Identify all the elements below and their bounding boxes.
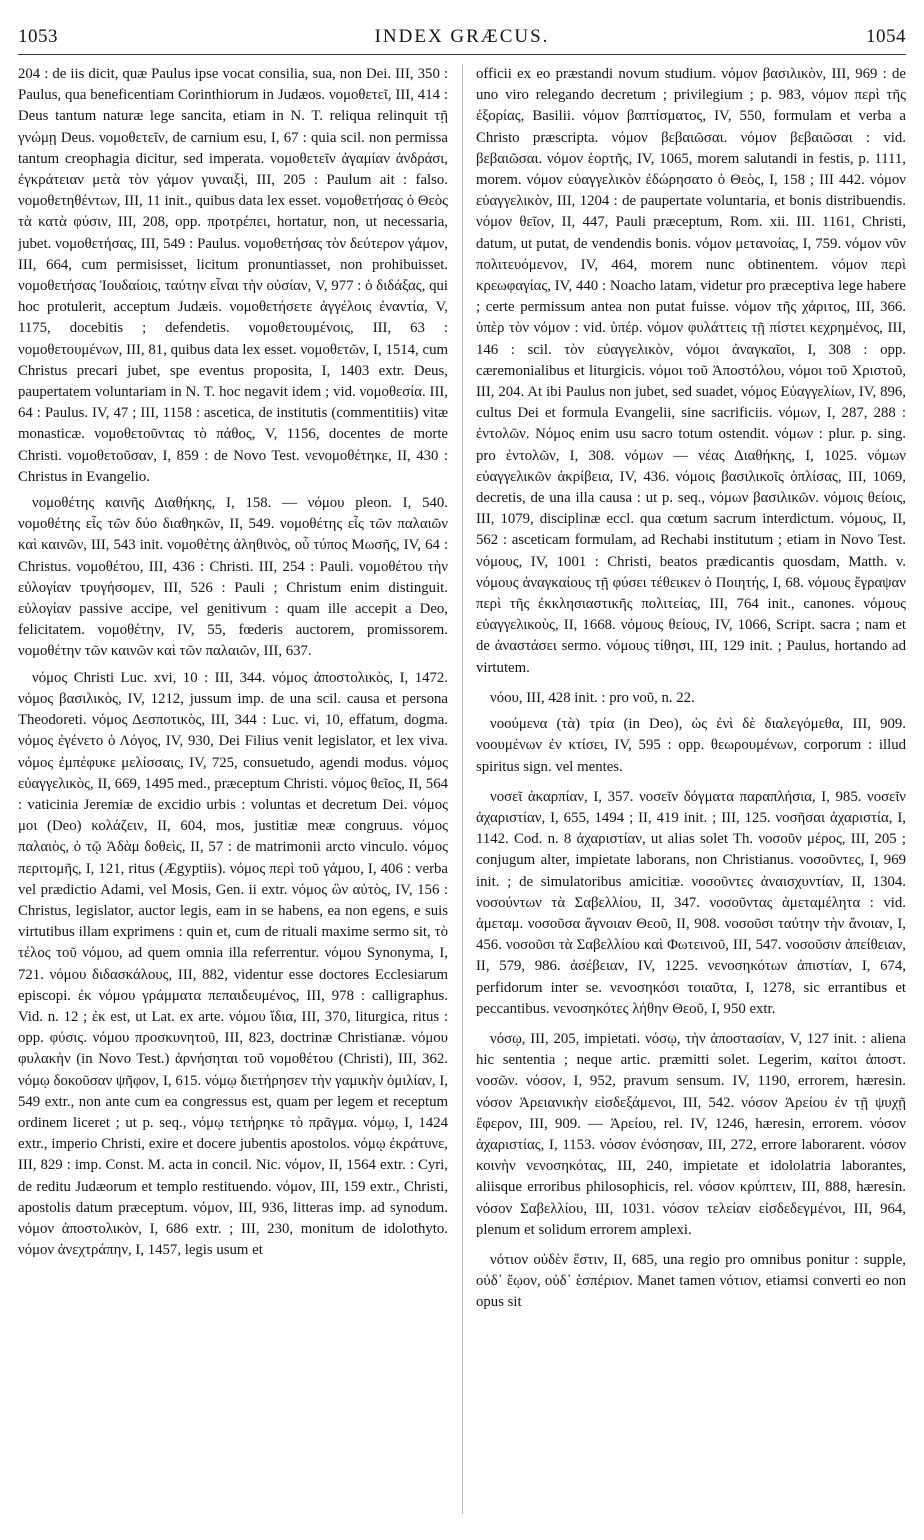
page-number-left: 1053 <box>18 26 58 47</box>
page-number-right: 1054 <box>866 26 906 47</box>
index-entry: officii ex eo præstandi novum studium. νόμον βασιλικὸν, III, 969 : de uno viro relegando decretum ; privilegium ; p. 983, νόμον περὶ τῆς ἐξορίας, Basilii. νόμον βαπτίσματος, IV, 550, formulam et verba a Christo præscripta. νόμον βεβαιῶσαι. νόμον βεβαιῶσαι : vid. βεβαιῶσαι. νόμον ἑορτῆς, IV, 1065, morem salutandi in festis, p. 1111, morem. νόμον εὐαγγελικὸν ἐδώρησατο ὁ Θεὸς, I, 158 ; III 442. νόμον εὐαγγελικὸν, III, 1204 : de paupertate voluntaria, et bonis distribuendis. νόμον θεῖον, II, 447, Pauli præceptum, Rom. xii. III. 1161, Christi, datum, ut putat, de vendendis bonis. νόμον μετανοίας, I, 759. νόμον νῦν πολιτευόμενον, IV, 464, morem nunc obtinentem. νόμον περὶ κρεωφαγίας, IV, 440 : Noacho latam, videtur pro præceptiva lege habere ; certe permissum antea non putat fuisse. νόμον τῆς χάριτος, III, 366. ὑπὲρ τὸν νόμον : vid. ὑπέρ. νόμον φυλάττεις τῇ πίστει κεχρημένος, III, 146 : scil. τὸν εὐαγγελικὸν, νόμοι ἀναγκαῖοι, I, 308 : opp. cæremonialibus et liturgicis. νόμοι τοῦ Ἀποστόλου, νόμοι τοῦ Χριστοῦ, III, 204. At ibi Paulus non jubet, sed suadet, νόμος Εὐαγγελίων, IV, 896, cultus Dei et formula Evangelii, sine sacrificiis. νόμων, I, 287, 288 : ἐντολῶν. Νόμος enim usu sacro totum ostendit. νόμων : plur. p. sing. pro ἐντολῶν, I, 308. νόμων — νέας Διαθήκης, I, 1025. νόμων εὐαγγελικῶν ἀκρίβεια, IV, 436. νόμοις βασιλικοῖς ὁπλίσας, III, 1069, decretis, de una illa causa : ut p. seq., νόμων βασιλικῶν. νόμοις θείοις, III, 1079, disciplinæ eccl. qua cœtum sacrum interdictum. νόμους, II, 562 : asceticam formulam, ad Rechabi institutum ; etiam in Novo Test. νόμους, IV, 1001 : Christi, beatos prædicantis quosdam, Matth. v. νόμους ἀναγκαίους τῇ φύσει τέθεικεν ὁ Ποιητής, I, 68. νόμους ἔγραψαν περὶ τῆς ἐκκλησιαστικῆς πολιτείας, III, 764 init., canones. νόμους εὐαγγελικοὺς, II, 1668. νόμους θείους, IV, 1066, Script. sacra ; nam et de ἀναστάσει sermo. νόμους τίθησι, III, 129 init. ; Paulus, hortando ad virtutem. <box>476 66 906 676</box>
index-entry: νοσεῖ ἀκαρπίαν, I, 357. νοσεῖν δόγματα παραπλήσια, I, 985. νοσεῖν ἀχαριστίαν, I, 655, 1494 ; II, 419 init. ; III, 125. νοσῆσαι ἀχαριστία, I, 1142. Cod. n. 8 ἀχαριστίαν, ut alias solet Th. νοσοῦν μέρος, III, 205 ; conjugum alter, impietate laborans, non Christianus. νοσοῦντες, I, 969 init. ; de simulatoribus amicitiæ. νοσοῦντες ἀναισχυντίαν, II, 1304. νοσούντων τὰ Σαβελλίου, II, 347. νοσοῦντας ἀμεταμέλητα : vid. ἀμεταμ. νοσοῦσα ἄγνοιαν Θεοῦ, II, 908. νοσοῦσι ταύτην τὴν ἄνοιαν, I, 456. νοσοῦσι τὰ Σαβελλίου καὶ Φωτεινοῦ, III, 547. νοσοῦσιν ἀπείθειαν, II, 579, 986. ἀσέβειαν, IV, 1225. νενοσηκότων ἀπιστίαν, I, 674, perfidorum inter se. νενοσηκόσι τοιαῦτα, I, 1278, sic errantibus et peccantibus. νενοσηκότες λήθην Θεοῦ, I, 950 extr. <box>476 788 906 1017</box>
index-entry: νότιον οὐδὲν ἔστιν, II, 685, una regio pro omnibus ponitur : supple, οὐδ᾽ ἕῳον, οὐδ᾽ ἑσπέριον. Manet tamen νότιον, etiamsi converti eo non opus sit <box>476 1251 906 1311</box>
running-head <box>18 24 906 55</box>
right-column <box>476 64 906 1522</box>
index-entry: 204 : de iis dicit, quæ Paulus ipse vocat consilia, sua, non Dei. III, 350 : Paulus, qua beneficentiam Corinthiorum in Judæos. νομοθετεῖ, III, 414 : Deus tantum naturæ lege sancita, etiam in N. T. reliqua relinquit τῇ γνώμῃ Deus. νομοθετεῖν, de carnium esu, I, 67 : quia scil. non permissa tantum creophagia dicitur, sed imperata. νομοθετεῖν ἀγαμίαν ἀνδράσι, ἐγκράτειαν μετὰ τὸν γάμον γυναιξὶ, III, 205 : Paulum ait : falso. νομοθετηθέντων, III, 11 init., quibus data lex esset. νομοθετήσας ὁ Θεὸς τὰ κατὰ φύσιν, III, 208, opp. προτρέπει, hortatur, non, ut necessaria, jubet. νομοθετήσας, III, 549 : Paulus. νομοθετήσας τὸν δεύτερον γάμον, III, 664, cum permisisset, licitum pronuntiasset, non prohibuisset. νομοθετήσας Ἰουδαίοις, ταύτην εἶναι τὴν οὐσίαν, V, 977 : ὁ διδάξας, qui hoc protulerit, acceptum Judæis. νομοθετήσετε ἀγγέλοις ἐναντία, V, 1175, docebitis ; defendetis. νομοθετουμένοις, III, 63 : νομοθετουμένων, III, 81, quibus data lex esset. νομοθετῶν, I, 1514, cum Christus precari jubet, spe eventus proposita, I, 1403 extr. Deus, paupertatem voluntariam in N. T. hoc negavit idem ; vid. νομοθεσία. III, 64 : Paulus. IV, 47 ; III, 1158 : ascetica, de institutis (commentitiis) vitæ monasticæ. νομοθετοῦντας τὸ πάθος, V, 1156, docentes de morte Christi. νομοθετοῦσαν, I, 859 : de Novo Test. νενομοθέτηκε, II, 430 : Christus in Evangelio. <box>18 66 448 485</box>
index-entry: νόσῳ, III, 205, impietati. νόσῳ, τὴν ἀποστασίαν, V, 127 init. : aliena hic sententia ; neque artic. præmitti solet. Legerim, καίτοι ἀποστ. νοσῶν. νόσον, I, 952, pravum sensum. IV, 1190, errorem, hæresin. νόσον Ἀρειανικὴν εἰσδεξάμενοι, III, 542. νόσον Ἀρείου ἐν τῇ ψυχῇ ἔφερον, III, 909. — Ἀρείου, rel. IV, 1246, hæresin, errorem. νόσον ἀχαριστίας, I, 1153. νόσον ἐνόσησαν, III, 272, errore laborarent. νόσον κοινὴν νενοσηκότας, III, 240, impietate et idololatria laborantes, aliisque erroribus philosophicis, rel. νόσον κρύπτειν, III, 888, hæresin. νόσον Σαβελλίου, III, 1031. νόσον τελείαν εἰσδεδεγμένοι, III, 964, plenum et solidum errorem amplexi. <box>476 1030 906 1238</box>
index-entry: νόμος Christi Luc. xvi, 10 : III, 344. νόμος ἀποστολικὸς, I, 1472. νόμος βασιλικὸς, IV, 1212, jussum imp. de una scil. causa et persona Theodoreti. νόμος Δεσποτικὸς, III, 344 : Luc. vi, 10, effatum, dogma. νόμος ἐγένετο ὁ Λόγος, IV, 930, Dei Filius venit legislator, et lex viva. νόμος ἐμπέφυκε μελίσσαις, IV, 725, consuetudo, agendi modus. νόμος εὐαγγελικὸς, II, 669, 1495 med., præceptum Christi. νόμος θεῖος, II, 564 : vaticinia Jeremiæ de excidio urbis : voluntas et decretum Dei. νόμος μοι (Deo) κολάζειν, II, 604, mos, justitiæ meæ congruus. νόμος παλαιὸς, ὁ τῷ Ἀδὰμ δοθεὶς, II, 57 : de matrimonii arcto vinculo. νόμος περιτομῆς, I, 121, ritus (Ægyptiis). νόμος περὶ τοῦ γάμου, I, 406 : verba vel prædictio Adami, vel Mosis, Gen. ii extr. νόμος ὢν αὐτὸς, IV, 156 : Christus, legislator, auctor legis, eam in se habens, ea non egens, e suis virtutibus illam exprimens : quin et, cum de rituali maxime sermo sit, τὸ τέλος τοῦ νόμου, ad quem omnia illa referrentur. νόμου Synonyma, I, 721. νόμου διδασκάλους, III, 882, videntur esse doctores Ecclesiarum episcopi. ἐκ νόμου γράμματα πεπαιδευμένος, III, 978 : calligraphus. Vid. n. 12 ; ἐκ est, ut Lat. ex arte. νόμου ἴδια, III, 370, liturgica, ritus : opp. φύσις. νόμου προσκυνητοῦ, III, 823, doctrinæ Christianæ. νόμου φυλακὴν (in Novo Test.) ἀρνήσηται τοῦ νομοθέτου (Christi), III, 362. νόμῳ δοκοῦσαν ψῆφον, I, 615. νόμῳ διετήρησεν τὴν γαμικὴν ὁμιλίαν, I, 549 extr., non ante cum ea congressus est, quam per legem et receptum ordinem liceret ; ut p. seq., νόμῳ τετήρηκε τὸ πρᾶγμα. νόμῳ, I, 1424 extr., imperio Christi, exire et docere jubentis apostolos. νόμῳ ἐκράτυνε, III, 829 : imp. Const. M. acta in concil. Nic. νόμον, II, 1564 extr. : Cyri, de reditu Judæorum et templo restituendo. νόμον, III, 159 extr., Christi, apostolis datum præceptum. νόμον, III, 936, litteras imp. ad synodum. νόμον ἀποστολικὸν, I, 686 extr. ; III, 230, monitum de idolothyto. νόμον ἀνεχτράπην, I, 1457, legis usum et <box>18 669 448 1259</box>
index-page <box>18 24 906 1524</box>
index-entry: νόου, III, 428 init. : pro νοῦ, n. 22. <box>490 689 695 706</box>
text-columns <box>18 64 906 1522</box>
index-entry: νομοθέτης καινῆς Διαθήκης, I, 158. — νόμου pleon. I, 540. νομοθέτης εἷς τῶν δύο διαθηκῶν, II, 549. νομοθέτης εἷς τῶν παλαιῶν καὶ καινῶν, III, 543 init. νομοθέτης ἀληθινὸς, οὗ τύπος Μωσῆς, IV, 64 : Christus. νομοθέτου, III, 436 : Christi. III, 254 : Pauli. νομοθέτου τὴν εὐλογίαν τρυγήσομεν, III, 526 : Pauli ; Christum enim distinguit. εὐλογίαν passive accipe, vel genitivum : quam ille accepit a Deo, felicitatem. νομοθέτην, IV, 55, fœderis auctorem, promissorem. νομοθέτην τῶν καινῶν καὶ τῶν παλαιῶν, III, 637. <box>18 495 448 660</box>
page-title: INDEX GRÆCUS. <box>374 26 550 47</box>
left-column <box>18 64 448 1522</box>
index-entry: νοούμενα (τὰ) τρία (in Deo), ὡς ἐνὶ δὲ διαλεγόμεθα, III, 909. νοουμένων ἐν κτίσει, IV, 595 : opp. θεωρουμένων, corporum : illud spiritus sign. vel mentes. <box>476 716 906 775</box>
